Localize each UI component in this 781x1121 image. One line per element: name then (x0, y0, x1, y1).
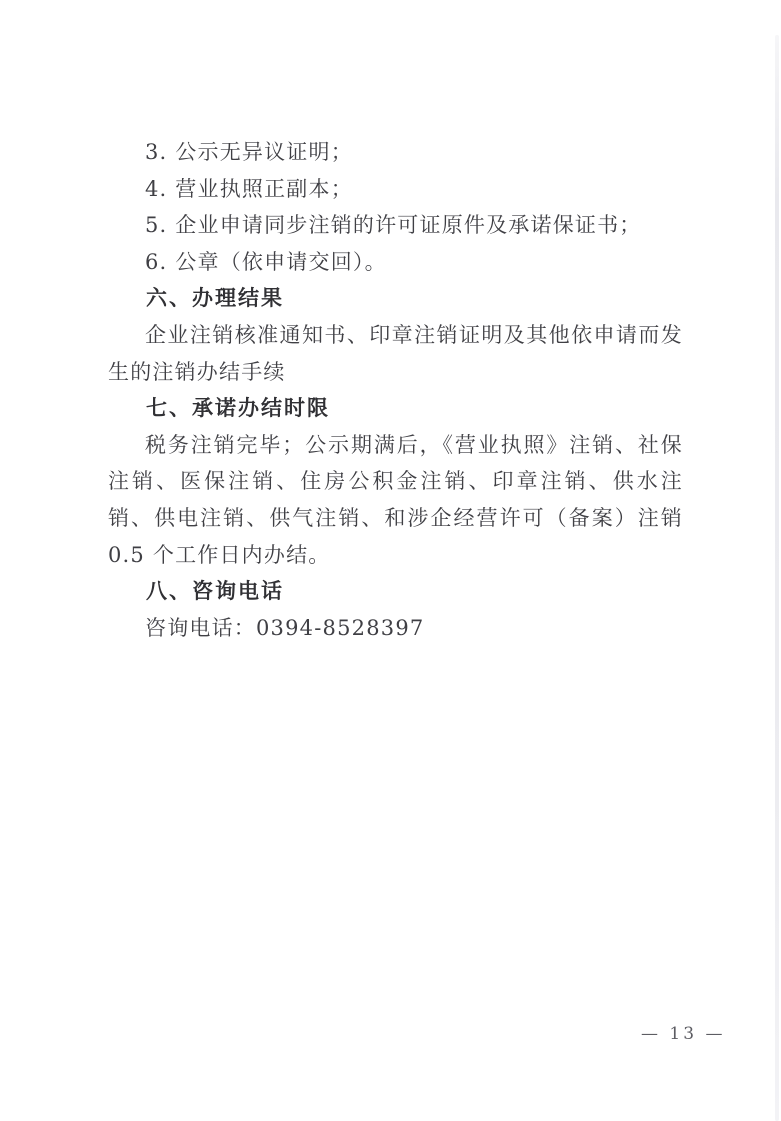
list-item-3: 3. 公示无异议证明； (145, 140, 353, 164)
page-number: — 13 — (641, 1024, 726, 1044)
list-item-5: 5. 企业申请同步注销的许可证原件及承诺保证书； (145, 213, 642, 238)
section-body-phone: 咨询电话：0394-8528397 (145, 615, 425, 640)
list-item-6: 6. 公章（依申请交回）。 (145, 249, 387, 274)
list-item-4: 4. 营业执照正副本； (145, 176, 353, 201)
section-heading-phone: 八、咨询电话 (146, 579, 284, 604)
section-body-result: 企业注销核准通知书、印章注销证明及其他依申请而发生的注销办结手续 (108, 322, 683, 384)
scan-edge-artifact (775, 35, 779, 1121)
section-heading-time-limit: 七、承诺办结时限 (146, 396, 330, 421)
document-content (108, 134, 683, 646)
section-heading-result: 六、办理结果 (146, 286, 284, 311)
section-body-time-limit: 税务注销完毕；公示期满后，《营业执照》注销、社保注销、医保注销、住房公积金注销、印章注销、供水注销、供电注销、供气注销、和涉企经营许可（备案）注销 0.5 个工作日内办结。 (108, 432, 683, 567)
